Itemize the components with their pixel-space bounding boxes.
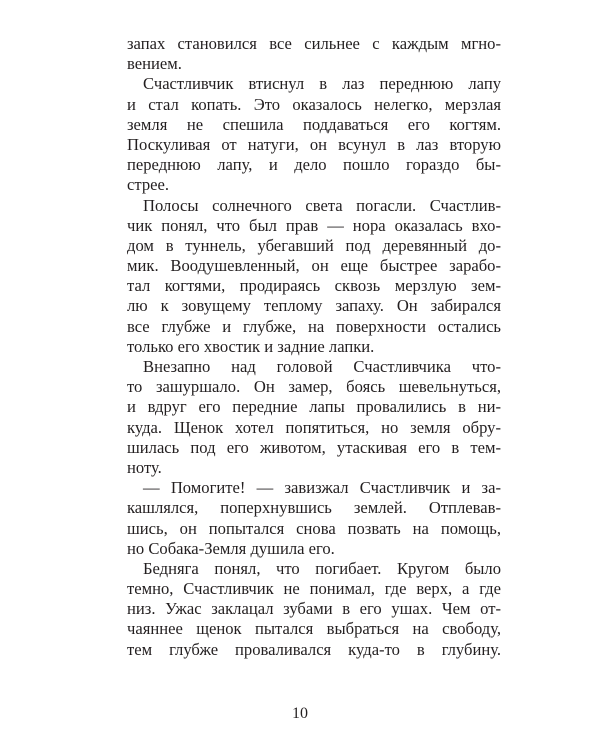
paragraph [127,559,501,660]
text-line: ноту. [127,457,162,477]
text-line: дом в туннель, убегавший под деревянный до- [127,235,501,255]
text-line: только его хвостик и задние лапки. [127,336,375,356]
text-line: куда. Щенок хотел попятиться, но земля обру- [127,417,501,437]
text-line: темно, Счастливчик не понимал, где верх, а где [127,579,501,599]
text-line: чаяннее щенок пытался выбраться на свободу, [127,619,501,639]
text-line: все глубже и глубже, на поверхности остались [127,316,501,336]
text-line: Поскуливая от натуги, он всунул в лаз вторую [127,134,501,154]
text-line: Счастливчик втиснул в лаз переднюю лапу [143,74,501,94]
text-line: тал когтями, продираясь сквозь мерзлую зем- [127,276,501,296]
text-line: и вдруг его передние лапы провалились в ни- [127,397,501,417]
paragraph [127,34,501,74]
text-line: переднюю лапу, и дело пошло гораздо бы- [127,155,501,175]
text-line: лю к зовущему теплому запаху. Он забирался [127,296,501,316]
text-line: запах становился все сильнее с каждым мгно- [127,34,501,53]
text-line: то зашуршало. Он замер, боясь шевельнуться, [127,377,501,397]
text-line: шилась под его животом, утаскивая его в тем- [127,437,501,457]
paragraph [127,478,501,559]
text-line: стрее. [127,175,169,195]
text-line: шись, он попытался снова позвать на помощь, [127,518,501,538]
text-line: чик понял, что был прав — нора оказалась вхо- [127,215,501,235]
text-line: Бедняга понял, что погибает. Кругом было [143,558,501,578]
text-line: и стал копать. Это оказалось нелегко, мерзлая [127,94,501,114]
page-body-text [127,34,501,660]
text-line: — Помогите! — завизжал Счастливчик и за- [143,478,501,498]
text-line: вением. [127,54,182,74]
page-number: 10 [292,705,308,722]
paragraph [127,357,501,478]
text-line: тем глубже проваливался куда-то в глубину. [127,639,501,659]
text-line: земля не спешила поддаваться его когтям. [127,114,501,134]
paragraph [127,196,501,358]
text-line: мик. Воодушевленный, он еще быстрее зарабо- [127,256,501,276]
text-line: кашлялся, поперхнувшись землей. Отплевав- [127,498,501,518]
paragraph [127,74,501,195]
text-line: низ. Ужас заклацал зубами в его ушах. Чем от- [127,599,501,619]
text-line: Внезапно над головой Счастливчика что- [143,357,501,376]
text-line: Полосы солнечного света погасли. Счастлив- [143,195,501,215]
text-line: но Собака-Земля душила его. [127,538,335,558]
